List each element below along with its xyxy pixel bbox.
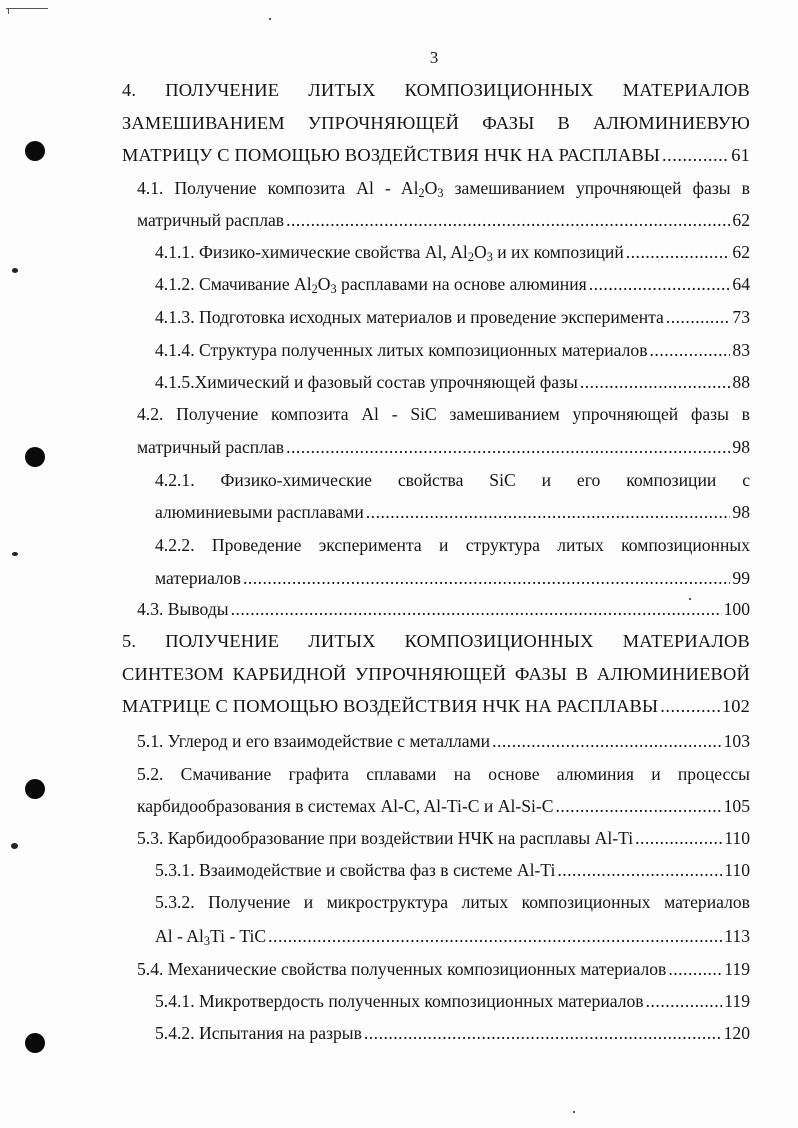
page-ref: 102 [721,696,750,716]
dot-leader [660,690,720,722]
page-ref: 105 [723,796,750,816]
toc-section-4-2-1-line-1[interactable] [155,464,750,496]
dot-leader [557,854,722,886]
page-ref: 62 [732,242,750,262]
dot-leader [555,790,721,822]
page-ref: 73 [732,307,750,327]
toc-section-4-2-line-2[interactable] [137,431,750,463]
toc-chapter-5-line-2[interactable] [122,658,750,690]
toc-section-5-3-1[interactable] [155,854,750,886]
dot-leader [243,562,730,594]
page-ref: 62 [732,210,750,230]
section-title: 4.2.2. Проведение эксперимента и структура литых композиционных [155,535,750,555]
section-title: 5.4.1. Микротвердость полученных композиционных материалов [155,991,644,1011]
dot-leader [666,301,731,333]
toc-section-4-2-2-line-2[interactable] [155,562,750,594]
section-title: 4.1.4. Структура полученных литых композиционных материалов [155,340,648,360]
toc-section-4-3[interactable] [137,593,750,625]
toc-chapter-4-line-3[interactable] [122,139,750,171]
dot-leader [650,334,731,366]
page-ref: 98 [732,437,750,457]
dot-leader [668,953,722,985]
page-ref: 98 [732,502,750,522]
toc-section-4-1-line-2[interactable] [137,204,750,236]
section-title: 5.2. Смачивание графита сплавами на основе алюминия и процессы [137,764,750,784]
dot-leader [626,236,731,268]
page-ref: 120 [723,1023,750,1043]
toc-section-4-1-1[interactable] [155,236,750,268]
chapter-5-title-part-1: 5. ПОЛУЧЕНИЕ ЛИТЫХ КОМПОЗИЦИОННЫХ МАТЕРИАЛОВ [122,631,750,651]
section-title: 4.1.5.Химический и фазовый состав упрочняющей фазы [155,372,578,392]
toc-section-5-2-line-1[interactable] [137,758,750,790]
chapter-4-title-part-1: 4. ПОЛУЧЕНИЕ ЛИТЫХ КОМПОЗИЦИОННЫХ МАТЕРИАЛОВ [122,80,750,100]
section-title: 5.3.2. Получение и микроструктура литых композиционных материалов [155,892,750,912]
section-title: 4.2.1. Физико-химические свойства SiC и его композиции с [155,470,750,490]
dot-leader [286,431,730,463]
page-ref: 119 [724,991,750,1011]
page-ref: 88 [732,372,750,392]
page-ref: 99 [732,568,750,588]
toc-section-4-1-4[interactable] [155,334,750,366]
section-title-cont: материалов [155,568,241,588]
page-ref: 103 [723,731,750,751]
toc-section-5-3-2-line-1[interactable] [155,886,750,918]
toc-section-4-1-line-1[interactable] [137,172,750,204]
section-title-cont: матричный расплав [137,437,285,457]
page-ref: 83 [732,340,750,360]
dot-leader [268,920,722,952]
dot-leader [589,268,731,300]
section-title: 4.1.2. Смачивание $Al_2O_3$ расплавами на основе алюминия [155,274,587,296]
toc-section-4-2-1-line-2[interactable] [155,496,750,528]
chapter-4-title-part-3: МАТРИЦУ С ПОМОЩЬЮ ВОЗДЕЙСТВИЯ НЧК НА РАСПЛАВЫ [122,145,661,165]
toc-section-4-1-5[interactable] [155,366,750,398]
section-title: 5.1. Углерод и его взаимодействие с металлами [137,731,491,751]
toc-chapter-5-line-1[interactable] [122,625,750,657]
toc-section-5-1[interactable] [137,725,750,757]
toc-section-5-3-2-line-2[interactable] [155,920,750,952]
dot-leader [635,822,722,854]
section-title: 5.3. Карбидообразование при воздействии НЧК на расплавы Al-Ti [137,828,634,848]
dot-leader [662,139,729,171]
toc-section-5-4-1[interactable] [155,985,750,1017]
page-ref: 110 [724,828,750,848]
section-title-cont: алюминиевыми расплавами [155,502,364,522]
page-ref: 119 [724,959,750,979]
toc-section-5-3[interactable] [137,822,750,854]
dot-leader [364,1017,722,1049]
section-title: 5.4. Механические свойства полученных композиционных материалов [137,959,667,979]
toc-chapter-4-line-2[interactable] [122,107,750,139]
page-ref: 110 [724,860,750,880]
toc-chapter-5-line-3[interactable] [122,690,750,722]
toc-section-4-1-2[interactable] [155,268,750,300]
toc-chapter-4-line-1[interactable] [122,74,750,106]
dot-leader [231,593,722,625]
section-title-cont: Al - $Al_3Ti$ - TiC [155,926,267,948]
dot-leader [286,204,730,236]
dot-leader [366,496,731,528]
chapter-4-title-part-2: ЗАМЕШИВАНИЕМ УПРОЧНЯЮЩЕЙ ФАЗЫ В АЛЮМИНИЕВУЮ [122,113,750,133]
page-ref: 100 [723,599,750,619]
section-title-cont: карбидообразования в системах Al-C, Al-Ti-C и Al-Si-C [137,796,554,816]
section-title: 4.1.1. Физико-химические свойства Al, $Al_2O_3$ и их композиций [155,242,624,264]
toc-section-4-2-2-line-1[interactable] [155,529,750,561]
chapter-5-title-part-3: МАТРИЦЕ С ПОМОЩЬЮ ВОЗДЕЙСТВИЯ НЧК НА РАСПЛАВЫ [122,696,659,716]
section-title-cont: матричный расплав [137,210,285,230]
chapter-5-title-part-2: СИНТЕЗОМ КАРБИДНОЙ УПРОЧНЯЮЩЕЙ ФАЗЫ В АЛЮМИНИЕВОЙ [122,664,750,684]
dot-leader [646,985,723,1017]
section-title: 5.3.1. Взаимодействие и свойства фаз в системе Al-Ti [155,860,556,880]
dot-leader [580,366,731,398]
toc-section-5-4[interactable] [137,953,750,985]
page-ref: 64 [732,274,750,294]
section-title: 4.2. Получение композита Al - SiC замешиванием упрочняющей фазы в [137,404,750,424]
section-title: 4.1.3. Подготовка исходных материалов и проведение эксперимента [155,307,664,327]
toc-section-5-4-2[interactable] [155,1017,750,1049]
section-title: 5.4.2. Испытания на разрыв [155,1023,362,1043]
dot-leader [492,725,722,757]
section-title: 4.3. Выводы [137,599,229,619]
page-ref: 61 [731,145,750,165]
page-number: 3 [429,48,439,67]
page-ref: 113 [724,926,750,946]
section-title: 4.1. Получение композита Al - $Al_2O_3$ замешиванием упрочняющей фазы в [137,178,750,200]
toc-section-4-2-line-1[interactable] [137,398,750,430]
toc-section-5-2-line-2[interactable] [137,790,750,822]
toc-section-4-1-3[interactable] [155,301,750,333]
